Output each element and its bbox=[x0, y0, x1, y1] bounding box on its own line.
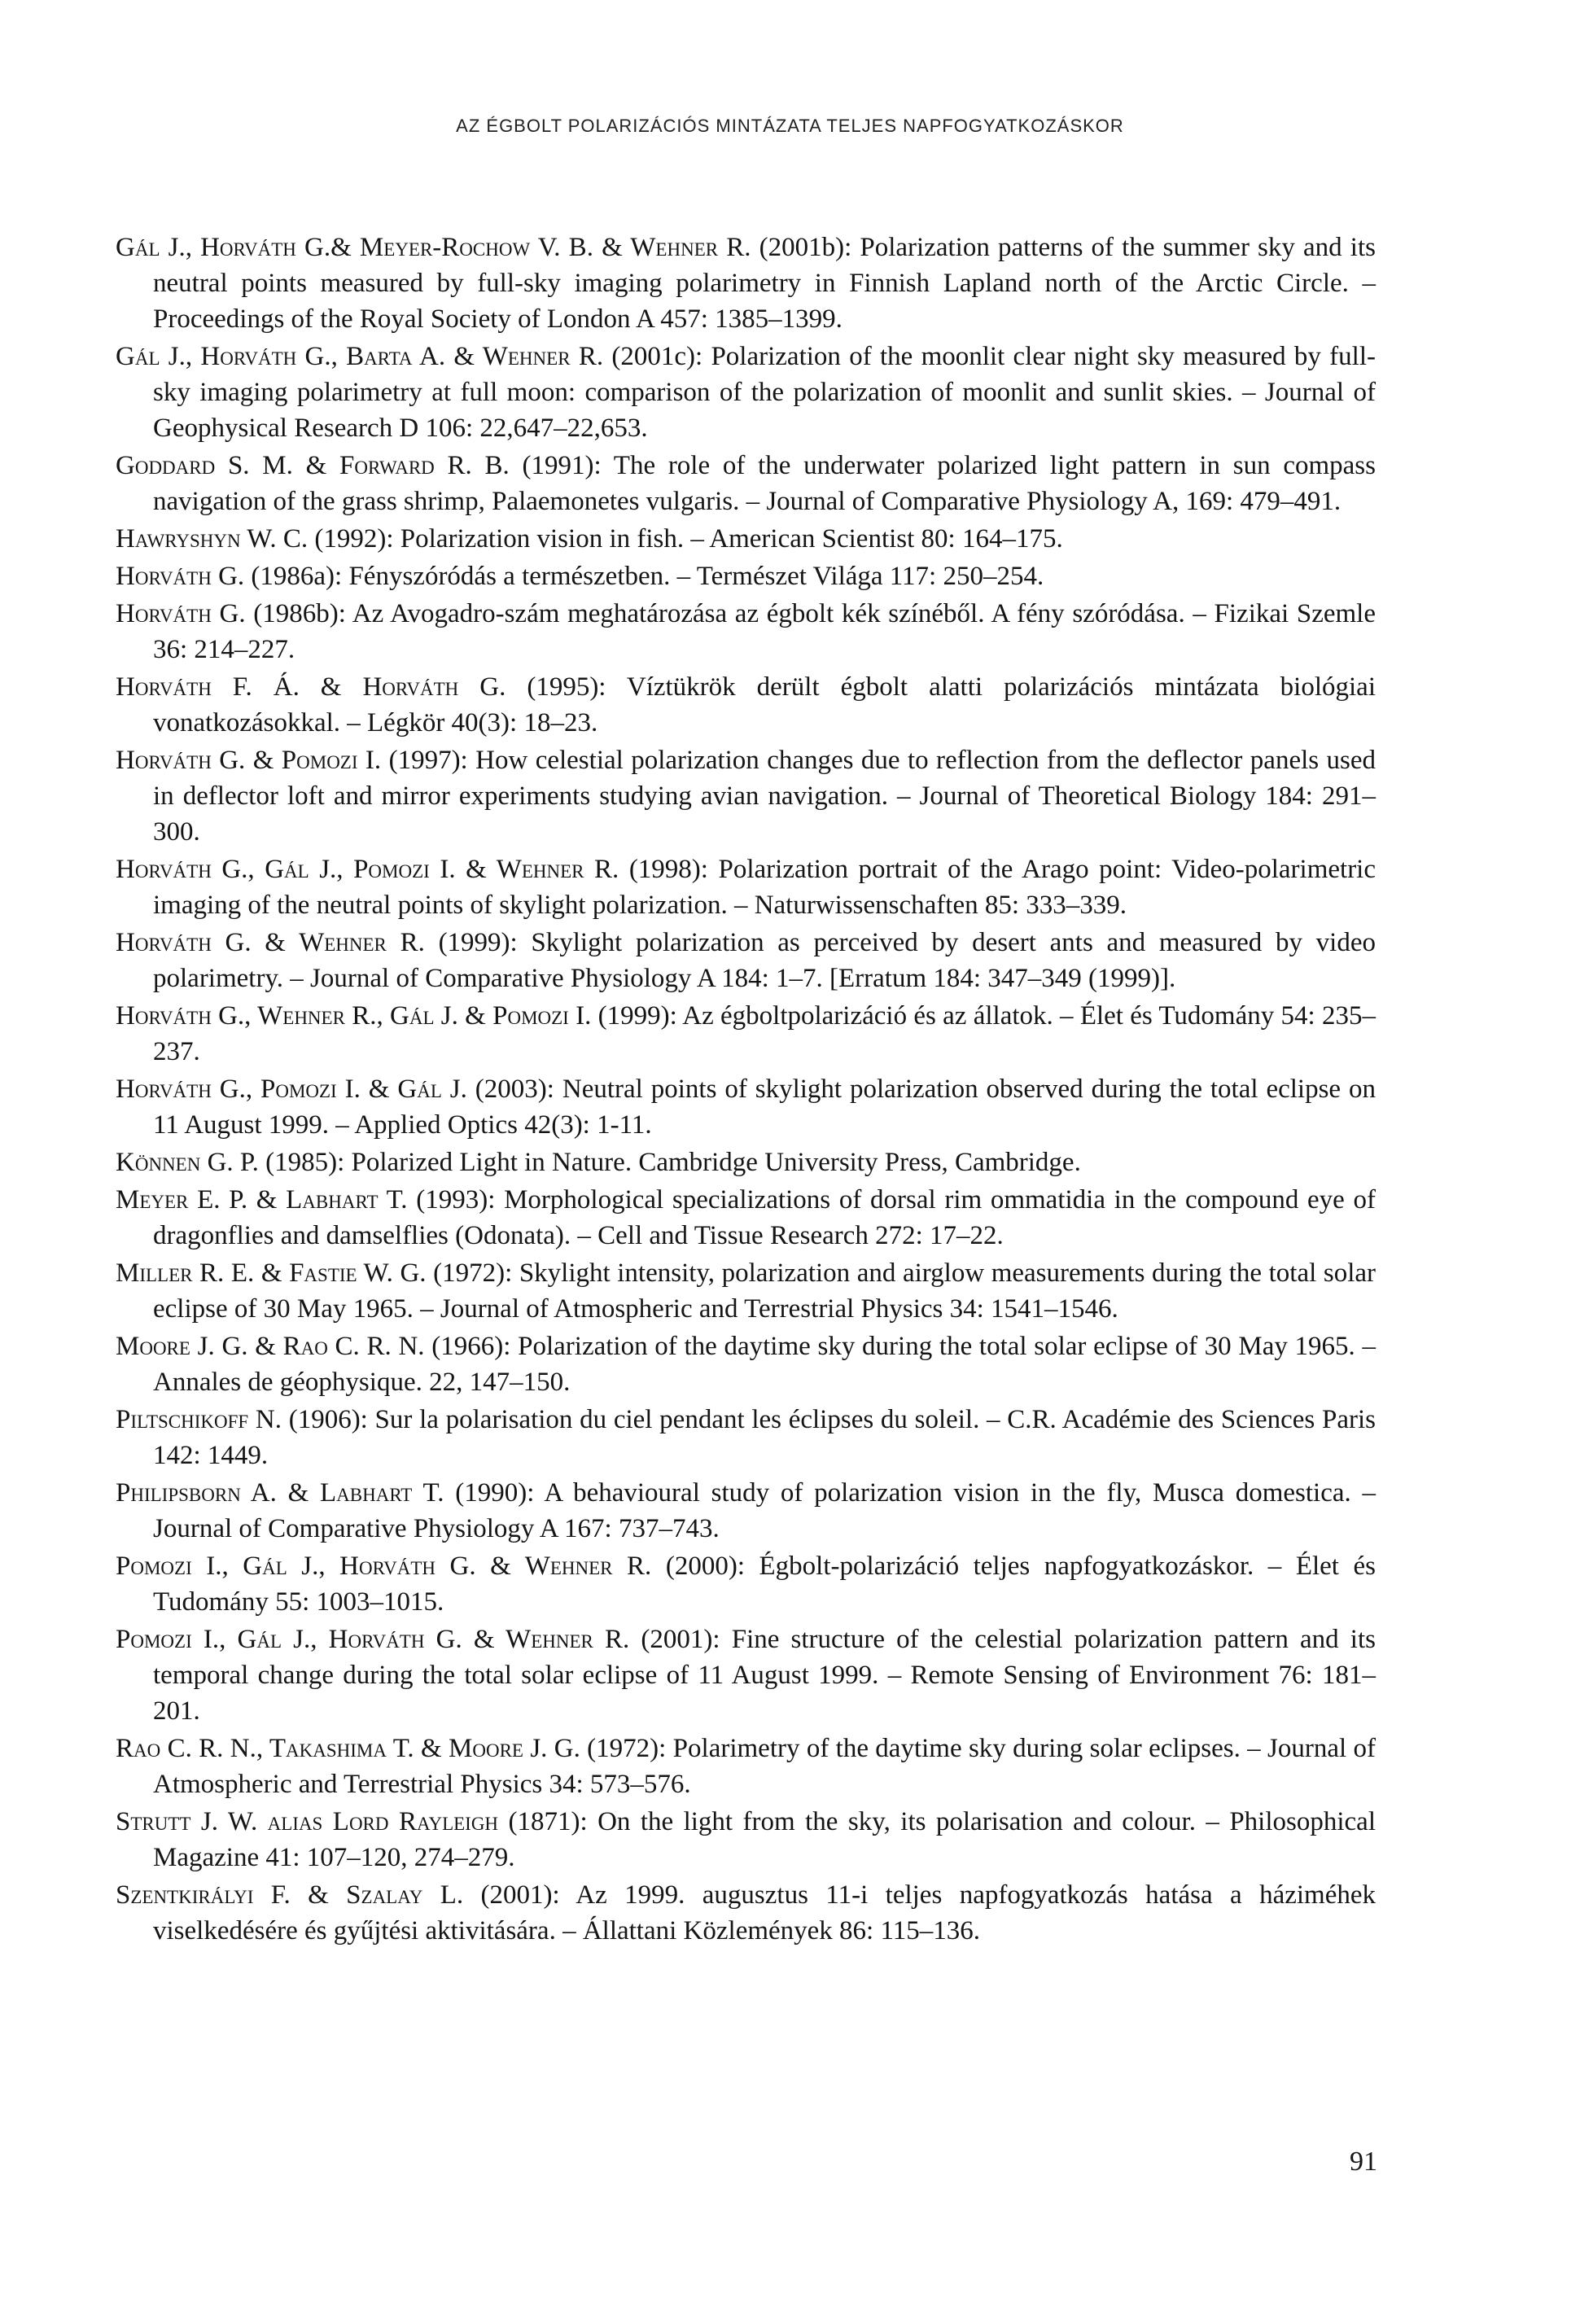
reference-text: (1986b): Az Avogadro-szám meghatározása az égbolt kék színéből. A fény szóródása. – Fizikai Szemle 36: 214–227. bbox=[153, 599, 1376, 664]
reference-text: (1906): Sur la polarisation du ciel pendant les éclipses du soleil. – C.R. Académie des Sciences Paris 142: 1449. bbox=[153, 1405, 1376, 1470]
reference-authors: Pomozi I., Gál J., Horváth G. & Wehner R. bbox=[116, 1625, 630, 1654]
reference-text: (1871): On the light from the sky, its polarisation and colour. – Philosophical Magazine 41: 107–120, 274–279. bbox=[153, 1807, 1376, 1872]
reference-item bbox=[116, 1548, 1376, 1620]
reference-text: (2001b): Polarization patterns of the summer sky and its neutral points measured by full-sky imaging polarimetry in Finnish Lapland north of the Arctic Circle. – Proceedings of the Royal Society of London A 457: 1385–1399. bbox=[153, 233, 1376, 334]
reference-item bbox=[116, 1475, 1376, 1547]
reference-text: (2001c): Polarization of the moonlit clear night sky measured by full-sky imaging polarimetry at full moon: comparison of the polarization of moonlit and sunlit skies. – Journal of Geophysical Research D 106: 22,647–22,653. bbox=[153, 342, 1376, 443]
reference-text: (1990): A behavioural study of polarization vision in the fly, Musca domestica. – Journal of Comparative Physiology A 167: 737–743. bbox=[153, 1478, 1376, 1543]
reference-authors: Können G. P. bbox=[116, 1148, 259, 1177]
reference-item bbox=[116, 1402, 1376, 1473]
reference-item bbox=[116, 1877, 1376, 1949]
reference-text: (2001): Fine structure of the celestial polarization pattern and its temporal change during the total solar eclipse of 11 August 1999. – Remote Sensing of Environment 76: 181–201. bbox=[153, 1625, 1376, 1726]
reference-authors: Horváth G. bbox=[116, 562, 245, 591]
reference-text: (2003): Neutral points of skylight polarization observed during the total eclipse on 11 August 1999. – Applied Optics 42(3): 1-11. bbox=[153, 1074, 1376, 1140]
reference-authors: Horváth G. & Pomozi I. bbox=[116, 746, 382, 775]
reference-authors: Horváth G. & Wehner R. bbox=[116, 928, 425, 957]
reference-authors: Piltschikoff N. bbox=[116, 1405, 282, 1434]
reference-item bbox=[116, 339, 1376, 446]
reference-authors: Miller R. E. & Fastie W. G. bbox=[116, 1258, 427, 1288]
reference-text: (1997): How celestial polarization changes due to reflection from the deflector panels used in deflector loft and mirror experiments studying avian navigation. – Journal of Theoretical Biology 184: 291–300. bbox=[153, 746, 1376, 847]
reference-text: (1991): The role of the underwater polarized light pattern in sun compass navigation of the grass shrimp, Palaemonetes vulgaris. – Journal of Comparative Physiology A, 169: 479–491. bbox=[153, 451, 1376, 516]
reference-authors: Moore J. G. & Rao C. R. N. bbox=[116, 1332, 425, 1361]
reference-text: (1986a): Fényszóródás a természetben. – Természet Világa 117: 250–254. bbox=[244, 562, 1044, 591]
reference-text: (2000): Égbolt-polarizáció teljes napfogyatkozáskor. – Élet és Tudomány 55: 1003–1015. bbox=[153, 1552, 1376, 1617]
reference-item bbox=[116, 742, 1376, 850]
reference-text: (1972): Skylight intensity, polarization and airglow measurements during the total solar eclipse of 30 May 1965. – Journal of Atmospheric and Terrestrial Physics 34: 1541–1546. bbox=[153, 1258, 1376, 1324]
reference-item bbox=[116, 1144, 1376, 1180]
reference-item bbox=[116, 669, 1376, 741]
reference-authors: Horváth G., Gál J., Pomozi I. & Wehner R. bbox=[116, 855, 619, 884]
reference-authors: Szentkirályi F. & Szalay L. bbox=[116, 1880, 464, 1910]
reference-item bbox=[116, 925, 1376, 996]
reference-text: (1993): Morphological specializations of dorsal rim ommatidia in the compound eye of dragonflies and damselflies (Odonata). – Cell and Tissue Research 272: 17–22. bbox=[153, 1185, 1376, 1250]
reference-item bbox=[116, 1804, 1376, 1875]
reference-authors: Meyer E. P. & Labhart T. bbox=[116, 1185, 408, 1215]
reference-text: (1992): Polarization vision in fish. – American Scientist 80: 164–175. bbox=[308, 524, 1063, 554]
reference-authors: Horváth F. Á. & Horváth G. bbox=[116, 672, 506, 702]
reference-item bbox=[116, 1731, 1376, 1802]
reference-item bbox=[116, 1622, 1376, 1729]
running-header: AZ ÉGBOLT POLARIZÁCIÓS MINTÁZATA TELJES NAPFOGYATKOZÁSKOR bbox=[456, 116, 1124, 136]
reference-item bbox=[116, 998, 1376, 1070]
reference-authors: Horváth G. bbox=[116, 599, 246, 628]
reference-authors: Strutt J. W. alias Lord Rayleigh bbox=[116, 1807, 499, 1836]
reference-item bbox=[116, 448, 1376, 519]
reference-item bbox=[116, 558, 1376, 594]
reference-text: (1995): Víztükrök derült égbolt alatti polarizációs mintázata biológiai vonatkozásokkal. – Légkör 40(3): 18–23. bbox=[153, 672, 1376, 737]
reference-authors: Horváth G., Wehner R., Gál J. & Pomozi I. bbox=[116, 1001, 592, 1031]
reference-authors: Goddard S. M. & Forward R. B. bbox=[116, 451, 510, 480]
reference-item bbox=[116, 230, 1376, 337]
reference-text: (1985): Polarized Light in Nature. Cambridge University Press, Cambridge. bbox=[258, 1148, 1081, 1177]
reference-authors: Gál J., Horváth G.& Meyer-Rochow V. B. & Wehner R. bbox=[116, 233, 751, 262]
reference-authors: Horváth G., Pomozi I. & Gál J. bbox=[116, 1074, 467, 1104]
reference-text: (2001): Az 1999. augusztus 11-i teljes napfogyatkozás hatása a háziméhek viselkedésére és gyűjtési aktivitására. – Állattani Közlemények 86: 115–136. bbox=[153, 1880, 1376, 1945]
reference-item bbox=[116, 1328, 1376, 1400]
reference-text: (1999): Az égboltpolarizáció és az állatok. – Élet és Tudomány 54: 235–237. bbox=[153, 1001, 1376, 1066]
reference-text: (1998): Polarization portrait of the Arago point: Video-polarimetric imaging of the neutral points of skylight polarization. – Naturwissenschaften 85: 333–339. bbox=[153, 855, 1376, 920]
reference-list bbox=[116, 230, 1376, 1950]
reference-item bbox=[116, 521, 1376, 557]
reference-authors: Rao C. R. N., Takashima T. & Moore J. G. bbox=[116, 1734, 580, 1763]
reference-item bbox=[116, 1255, 1376, 1327]
reference-authors: Philipsborn A. & Labhart T. bbox=[116, 1478, 444, 1508]
reference-text: (1972): Polarimetry of the daytime sky during solar eclipses. – Journal of Atmospheric and Terrestrial Physics 34: 573–576. bbox=[153, 1734, 1376, 1799]
reference-text: (1966): Polarization of the daytime sky during the total solar eclipse of 30 May 1965. – Annales de géophysique. 22, 147–150. bbox=[153, 1332, 1376, 1397]
reference-authors: Pomozi I., Gál J., Horváth G. & Wehner R. bbox=[116, 1552, 652, 1581]
reference-authors: Hawryshyn W. C. bbox=[116, 524, 309, 554]
reference-item bbox=[116, 596, 1376, 667]
reference-item bbox=[116, 851, 1376, 923]
reference-item bbox=[116, 1071, 1376, 1143]
page-number: 91 bbox=[1350, 2147, 1377, 2177]
reference-text: (1999): Skylight polarization as perceived by desert ants and measured by video polarimetry. – Journal of Comparative Physiology A 184: 1–7. [Erratum 184: 347–349 (1999)]. bbox=[153, 928, 1376, 993]
reference-authors: Gál J., Horváth G., Barta A. & Wehner R. bbox=[116, 342, 604, 371]
reference-item bbox=[116, 1182, 1376, 1254]
